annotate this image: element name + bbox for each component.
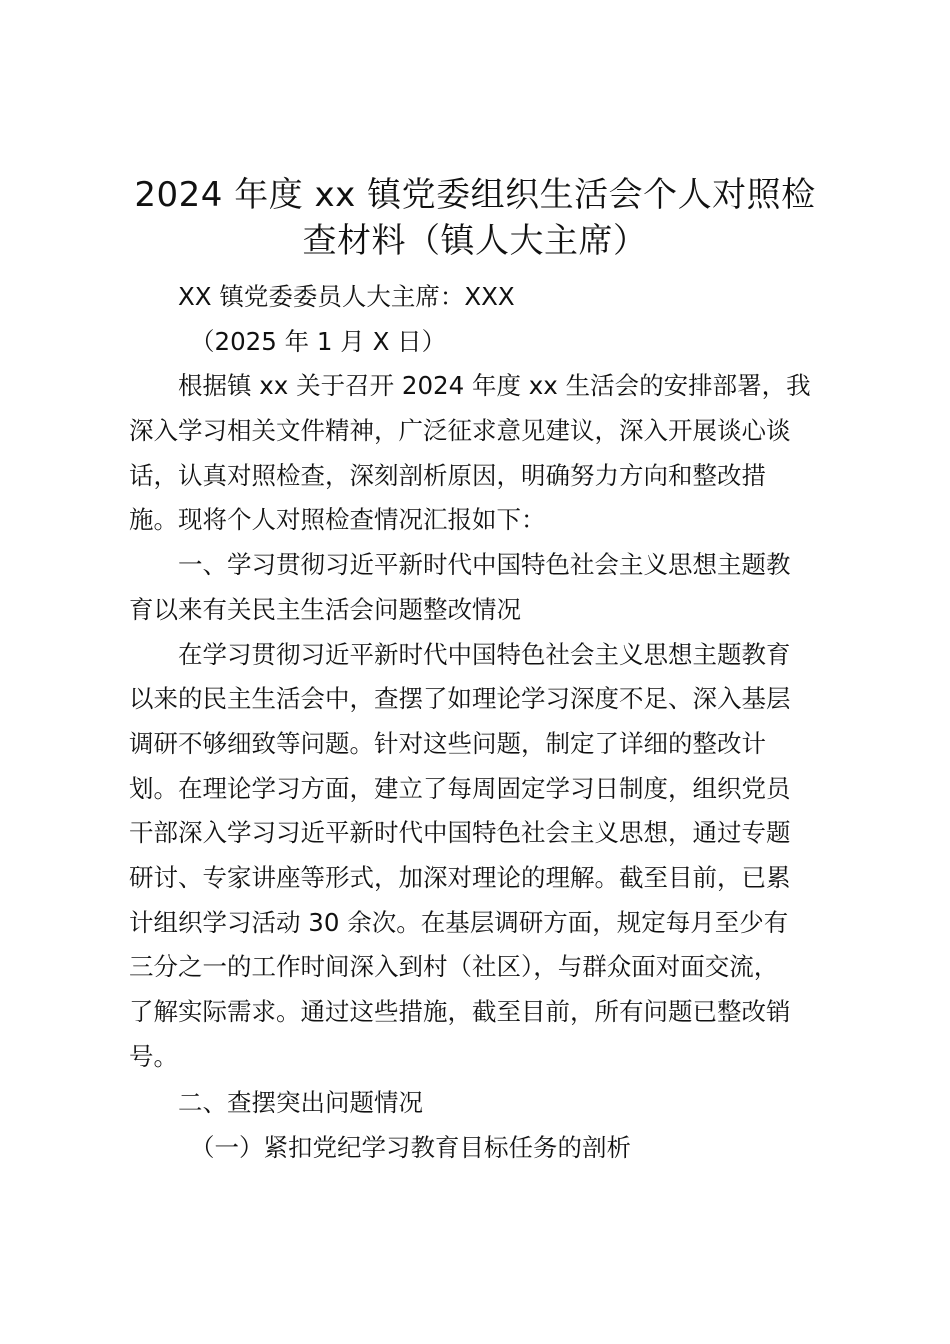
section-heading-line: 一、学习贯彻习近平新时代中国特色社会主义思想主题教 xyxy=(178,550,791,579)
body-paragraph-line: 了解实际需求。通过这些措施，截至目前，所有问题已整改销 xyxy=(129,997,791,1026)
body-paragraph-line: 三分之一的工作时间深入到村（社区），与群众面对面交流， xyxy=(129,952,779,981)
title-line: 2024 年度 xx 镇党委组织生活会个人对照检 xyxy=(134,175,816,215)
body-paragraph-line: 研讨、专家讲座等形式，加深对理论的理解。截至目前，已累 xyxy=(129,863,791,892)
author-line: XX 镇党委委员人大主席：XXX xyxy=(178,282,515,311)
body-paragraph-line: 号。 xyxy=(129,1042,178,1071)
section-heading-line: 育以来有关民主生活会问题整改情况 xyxy=(129,595,521,624)
intro-paragraph-line: 话，认真对照检查，深刻剖析原因，明确努力方向和整改措 xyxy=(129,461,766,490)
title-line: 查材料（镇人大主席） xyxy=(302,221,648,261)
subsection-heading-line: （一）紧扣党纪学习教育目标任务的剖析 xyxy=(190,1133,631,1162)
body-paragraph-line: 计组织学习活动 30 余次。在基层调研方面，规定每月至少有 xyxy=(129,908,789,937)
body-paragraph-line: 调研不够细致等问题。针对这些问题，制定了详细的整改计 xyxy=(129,729,766,758)
date-line: （2025 年 1 月 X 日） xyxy=(190,327,447,356)
body-paragraph-line: 以来的民主生活会中，查摆了如理论学习深度不足、深入基层 xyxy=(129,684,791,713)
intro-paragraph-line: 施。现将个人对照检查情况汇报如下： xyxy=(129,505,546,534)
section-heading-line: 二、查摆突出问题情况 xyxy=(178,1088,423,1117)
intro-paragraph-line: 根据镇 xx 关于召开 2024 年度 xx 生活会的安排部署，我 xyxy=(178,371,811,400)
body-paragraph-line: 在学习贯彻习近平新时代中国特色社会主义思想主题教育 xyxy=(178,640,791,669)
body-paragraph-line: 干部深入学习习近平新时代中国特色社会主义思想，通过专题 xyxy=(129,818,791,847)
intro-paragraph-line: 深入学习相关文件精神，广泛征求意见建议，深入开展谈心谈 xyxy=(129,416,791,445)
body-paragraph-line: 划。在理论学习方面，建立了每周固定学习日制度，组织党员 xyxy=(129,774,791,803)
document-title xyxy=(130,172,820,264)
